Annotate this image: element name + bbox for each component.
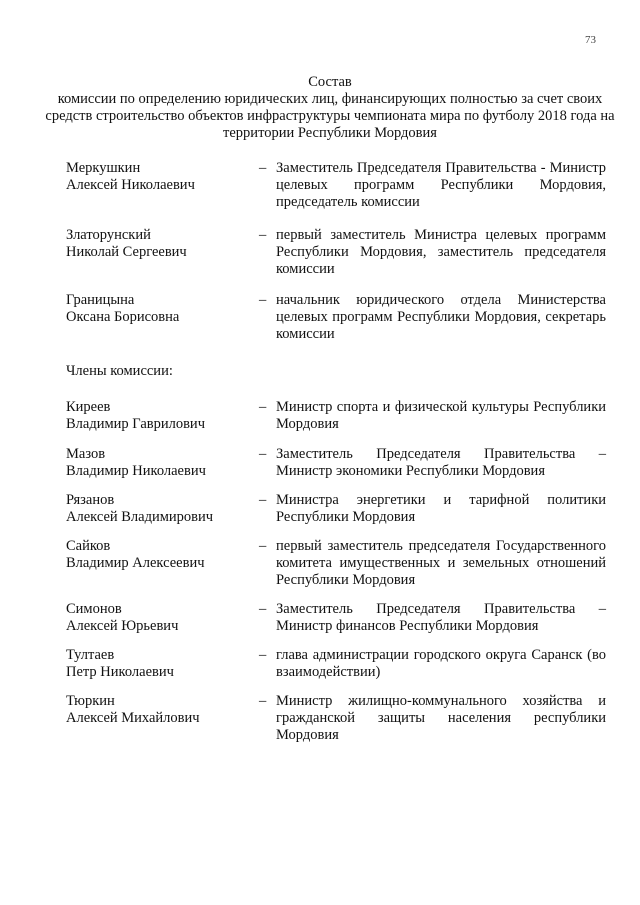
member-given-name: Алексей Юрьевич [66, 618, 179, 634]
member-given-name: Владимир Николаевич [66, 463, 206, 479]
member-surname: Мазов [66, 446, 106, 462]
member-row [66, 399, 606, 433]
member-given-name: Петр Николаевич [66, 664, 174, 680]
dash: – [259, 399, 267, 415]
member-surname: Тултаев [66, 647, 115, 663]
member-surname: Симонов [66, 601, 122, 617]
member-given-name: Оксана Борисовна [66, 309, 180, 325]
document-title: Состав [308, 74, 352, 90]
member-given-name: Алексей Михайлович [66, 710, 200, 726]
member-surname: Рязанов [66, 492, 115, 508]
page-number: 73 [585, 34, 596, 46]
member-surname: Златорунский [66, 227, 151, 243]
member-role: Заместитель Председателя Правительства - Министр целевых программ Республики Мордовия, председатель комиссии [276, 160, 606, 210]
member-name [66, 446, 259, 480]
dash: – [259, 446, 267, 462]
member-surname: Границына [66, 292, 135, 308]
member-surname: Сайков [66, 538, 111, 554]
member-name [66, 492, 259, 526]
member-role: Министр жилищно-коммунального хозяйства и гражданской защиты населения республики Мордовия [276, 693, 606, 743]
member-given-name: Алексей Николаевич [66, 177, 195, 193]
dash: – [259, 647, 267, 663]
member-role: Заместитель Председателя Правительства – Министр финансов Республики Мордовия [276, 601, 606, 634]
document-subtitle: комиссии по определению юридических лиц, финансирующих полностью за счет своих средств строительство объектов инфраструктуры чемпионата мира по футболу 2018 года на территории Республики Мордовия [45, 91, 615, 141]
member-row [66, 292, 606, 343]
member-role: Министр спорта и физической культуры Республики Мордовия [276, 399, 606, 432]
dash: – [259, 693, 267, 709]
member-name [66, 399, 259, 433]
member-role: первый заместитель председателя Государственного комитета имущественных и земельных отношений Республики Мордовия [276, 538, 606, 588]
member-row [66, 538, 606, 589]
member-role: глава администрации городского округа Саранск (во взаимодействии) [276, 647, 606, 680]
dash: – [259, 292, 267, 308]
dash: – [259, 227, 267, 243]
member-surname: Меркушкин [66, 160, 141, 176]
member-name [66, 160, 259, 211]
member-row [66, 492, 606, 526]
member-given-name: Владимир Алексеевич [66, 555, 205, 571]
member-role: первый заместитель Министра целевых программ Республики Мордовия, заместитель председателя комиссии [276, 227, 606, 277]
member-name [66, 693, 259, 744]
dash: – [259, 538, 267, 554]
member-name [66, 647, 259, 681]
member-name [66, 292, 259, 343]
member-row [66, 647, 606, 681]
member-row [66, 693, 606, 744]
member-row [66, 160, 606, 211]
dash: – [259, 160, 267, 176]
member-given-name: Николай Сергеевич [66, 244, 187, 260]
member-name [66, 227, 259, 278]
members-section-label: Члены комиссии: [66, 363, 173, 379]
member-role: начальник юридического отдела Министерства целевых программ Республики Мордовия, секретарь комиссии [276, 292, 606, 342]
dash: – [259, 601, 267, 617]
member-given-name: Владимир Гаврилович [66, 416, 205, 432]
member-name [66, 601, 259, 635]
member-surname: Тюркин [66, 693, 115, 709]
member-row [66, 601, 606, 635]
dash: – [259, 492, 267, 508]
member-role: Министра энергетики и тарифной политики Республики Мордовия [276, 492, 606, 525]
member-list [66, 160, 606, 744]
member-name [66, 538, 259, 589]
member-row [66, 446, 606, 480]
member-given-name: Алексей Владимирович [66, 509, 214, 525]
member-role: Заместитель Председателя Правительства – Министр экономики Республики Мордовия [276, 446, 606, 479]
member-surname: Киреев [66, 399, 111, 415]
document-header [40, 74, 620, 142]
member-row [66, 227, 606, 278]
